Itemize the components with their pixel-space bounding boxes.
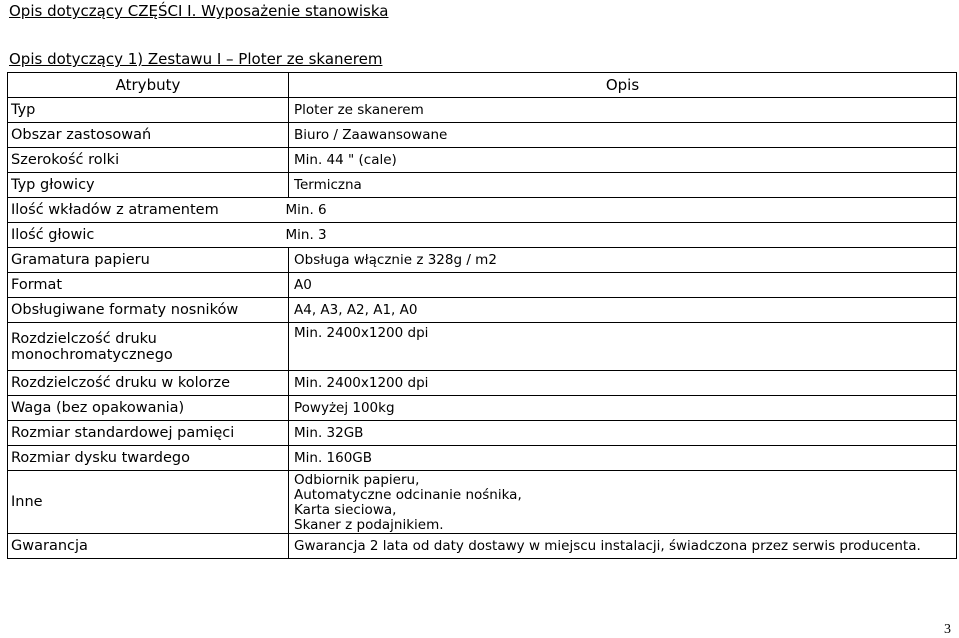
attribute-cell: Rozdzielczość druku w kolorze: [8, 371, 289, 396]
attribute-cell: Rozdzielczość druku monochromatycznego: [8, 323, 289, 371]
section-title: Opis dotyczący CZĘŚCI I. Wyposażenie stanowiska: [9, 2, 389, 20]
value-cell: Gwarancja 2 lata od daty dostawy w miejscu instalacji, świadczona przez serwis producenta.: [289, 534, 957, 559]
attribute-cell: Format: [8, 273, 289, 298]
attribute-cell: Typ: [8, 98, 289, 123]
attribute-cell: Gramatura papieru: [8, 248, 289, 273]
table-row: [8, 534, 957, 559]
table-row: [8, 421, 957, 446]
value-cell: Min. 160GB: [289, 446, 957, 471]
value-cell: Termiczna: [289, 173, 957, 198]
attribute-cell: Waga (bez opakowania): [8, 396, 289, 421]
attribute-cell: Obszar zastosowań: [8, 123, 289, 148]
specification-table: [7, 72, 957, 559]
value-cell: Min. 6: [283, 198, 951, 223]
value-cell: A4, A3, A2, A1, A0: [289, 298, 957, 323]
attribute-cell: Rozmiar standardowej pamięci: [8, 421, 289, 446]
table-row: [8, 323, 957, 371]
table-row: [8, 198, 957, 223]
table-row: [8, 223, 957, 248]
page-number: 3: [944, 622, 951, 637]
table-row: [8, 148, 957, 173]
attribute-cell: Ilość głowic: [8, 223, 289, 248]
value-cell: Min. 44 " (cale): [289, 148, 957, 173]
attribute-cell: Gwarancja: [8, 534, 289, 559]
value-cell: Min. 2400x1200 dpi: [289, 323, 957, 371]
attribute-cell: Obsługiwane formaty nosników: [8, 298, 289, 323]
table-row: [8, 396, 957, 421]
attributes-header: Atrybuty: [8, 73, 289, 98]
value-cell: Biuro / Zaawansowane: [289, 123, 957, 148]
value-cell: A0: [289, 273, 957, 298]
value-cell: Obsługa włącznie z 328g / m2: [289, 248, 957, 273]
table-row: [8, 471, 957, 534]
value-cell: Min. 2400x1200 dpi: [289, 371, 957, 396]
value-cell: Min. 3: [283, 223, 951, 248]
value-cell: Odbiornik papieru, Automatyczne odcinanie nośnika, Karta sieciowa, Skaner z podajnikiem.: [289, 471, 957, 534]
table-row: [8, 248, 957, 273]
description-header: Opis: [289, 73, 957, 98]
table-header-row: [8, 73, 957, 98]
table-row: [8, 371, 957, 396]
table-row: [8, 446, 957, 471]
value-cell: Min. 32GB: [289, 421, 957, 446]
table-row: [8, 298, 957, 323]
table-row: [8, 273, 957, 298]
value-cell: Powyżej 100kg: [289, 396, 957, 421]
table-row: [8, 98, 957, 123]
attribute-cell: Ilość wkładów z atramentem: [8, 198, 289, 223]
attribute-cell: Rozmiar dysku twardego: [8, 446, 289, 471]
table-row: [8, 123, 957, 148]
table-row: [8, 173, 957, 198]
subsection-title: Opis dotyczący 1) Zestawu I – Ploter ze skanerem: [9, 50, 383, 68]
attribute-cell: Szerokość rolki: [8, 148, 289, 173]
attribute-cell: Typ głowicy: [8, 173, 289, 198]
attribute-cell: Inne: [8, 471, 289, 534]
value-cell: Ploter ze skanerem: [289, 98, 957, 123]
